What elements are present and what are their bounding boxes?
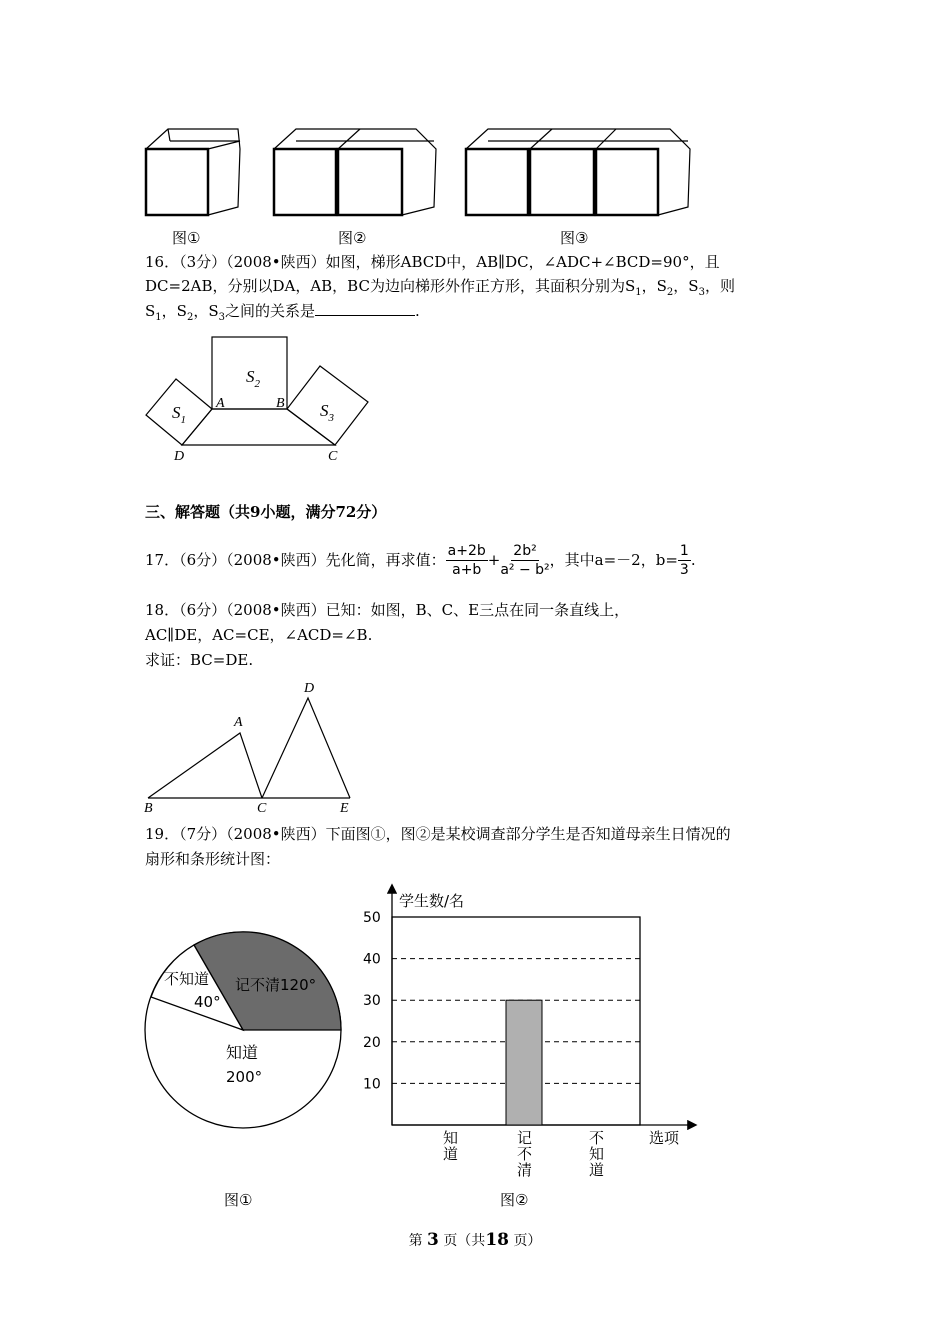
- q16-line3: $S_1$，$S_2$，$S_3$之间的关系是 .: [145, 302, 420, 323]
- svg-text:B: B: [276, 396, 285, 411]
- svg-text:A: A: [216, 396, 225, 411]
- x-category-label: 记不清: [517, 1129, 533, 1179]
- pie-caption: 图①: [224, 1191, 253, 1209]
- fig-label-3: 图③: [560, 229, 589, 247]
- svg-text:C: C: [257, 801, 267, 814]
- bar-chart: [355, 880, 705, 1185]
- pie-chart: [140, 910, 350, 1130]
- q19-line2: 扇形和条形统计图：: [145, 850, 281, 868]
- svg-text:B: B: [144, 801, 153, 814]
- fraction-3: $\frac{1}{3}$: [679, 542, 689, 578]
- page-footer: 第 3 页（共18 页）: [408, 1230, 542, 1250]
- svg-text:A: A: [234, 715, 243, 730]
- q17: 17．（6分）（2008•陕西）先化简，再求值： $\frac{a+2b}{a+b}$ + $\frac{\text{2b²}}{\text{a² − b²}}$ ，其中a=－2，b= $\frac{1}{3}$ .: [145, 542, 696, 578]
- x-axis-title: 选项: [649, 1129, 680, 1147]
- pie-label-unknown: 不知道: [164, 970, 210, 988]
- q18-line3: 求证：BC=DE.: [145, 651, 254, 669]
- section-3-heading: 三、解答题（共9小题，满分72分）: [145, 503, 387, 521]
- q16-line1: 16．（3分）（2008•陕西）如图，梯形ABCD中，AB∥DC，∠ADC+∠BCD=90°，且: [145, 253, 720, 271]
- pie-label-known: 知道: [226, 1043, 259, 1062]
- svg-text:S2: $S_2$: [246, 367, 260, 390]
- answer-blank: [315, 301, 415, 316]
- y-axis-title: 学生数/名: [399, 892, 465, 910]
- fraction-2: $\frac{\text{2b²}}{\text{a² − b²}}$: [500, 542, 550, 578]
- q18-line1: 18．（6分）（2008•陕西）已知：如图，B、C、E三点在同一条直线上，: [145, 601, 630, 619]
- svg-text:记不清120°: 记不清120°: [235, 976, 317, 994]
- svg-text:S3: $S_3$: [320, 401, 334, 424]
- triangles-figure: [140, 676, 370, 814]
- svg-text:C: C: [328, 449, 338, 464]
- svg-text:40°: 40°: [194, 993, 221, 1011]
- box-figure-3: [466, 129, 690, 215]
- x-category-label: 不知道: [589, 1129, 605, 1179]
- y-tick-label: 30: [363, 993, 381, 1010]
- trapezoid-squares-figure: [140, 332, 380, 467]
- svg-text:S1: $S_1$: [172, 403, 186, 426]
- fig-label-2: 图②: [338, 229, 367, 247]
- y-tick-label: 40: [363, 951, 381, 968]
- box-figure-1: [146, 129, 240, 215]
- boxes-figure: [140, 125, 700, 250]
- q16-line2: DC=2AB，分别以DA，AB，BC为边向梯形外作正方形，其面积分别为$S_1$，$S_2$，$S_3$，则: [145, 277, 735, 298]
- svg-text:D: D: [304, 681, 315, 696]
- x-category-label: 知道: [443, 1129, 459, 1163]
- box-figure-2: [274, 129, 436, 215]
- fraction-1: $\frac{a+2b}{a+b}$: [447, 542, 486, 578]
- fig-label-1: 图①: [172, 229, 201, 247]
- q19-line1: 19．（7分）（2008•陕西）下面图①，图②是某校调查部分学生是否知道母亲生日情况的: [145, 825, 731, 843]
- pie-label-unclear: 记不清: [235, 976, 281, 994]
- bar-caption: 图②: [500, 1191, 529, 1209]
- svg-text:200°: 200°: [226, 1068, 263, 1086]
- svg-text:D: D: [174, 449, 185, 464]
- y-tick-label: 20: [363, 1034, 381, 1051]
- y-tick-label: 10: [363, 1076, 381, 1093]
- bar: [506, 1000, 542, 1125]
- svg-text:E: E: [340, 801, 349, 814]
- y-tick-label: 50: [363, 910, 381, 926]
- q18-line2: AC∥DE，AC=CE，∠ACD=∠B.: [145, 626, 373, 644]
